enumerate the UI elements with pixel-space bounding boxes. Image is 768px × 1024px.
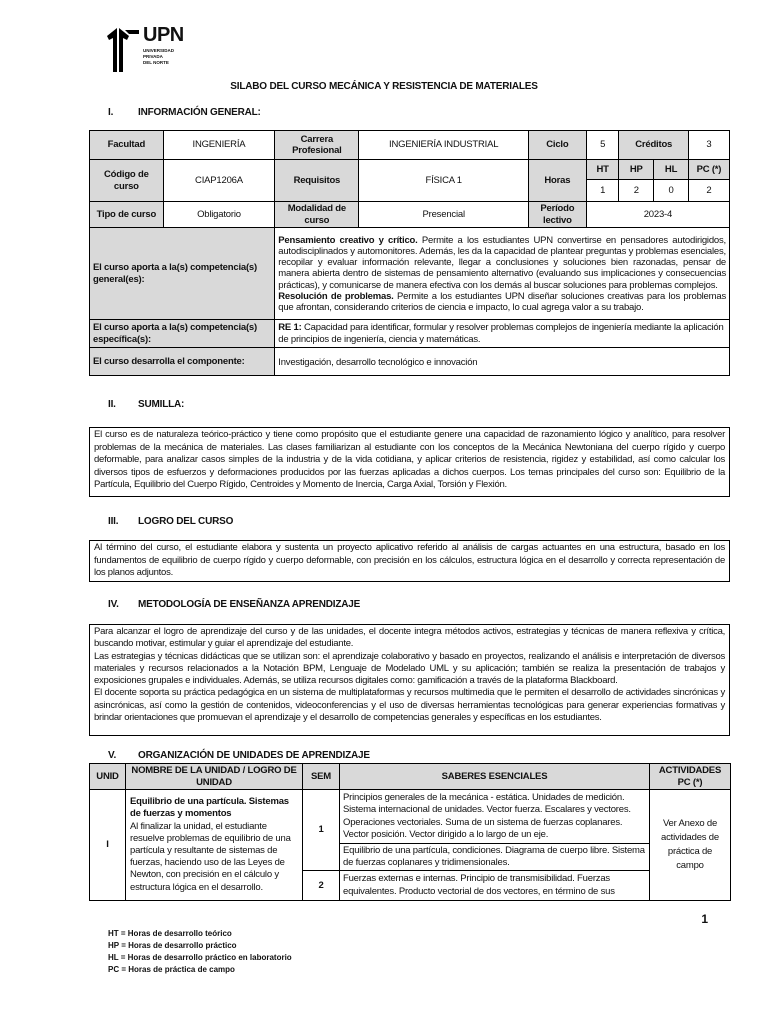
legend-hp: HP = Horas de desarrollo práctico — [108, 941, 237, 950]
competencia-general-label: El curso aporta a la(s) competencia(s) general(es): — [90, 228, 275, 320]
section-number: III. — [108, 516, 119, 527]
logro-text: Al término del curso, el estudiante elabora y sustenta un proyecto aplicativo referido al análisis de cargas actuantes en una estructura, basado en los fundamentos de equilibrio de cuerpo rígido y cuerpo deformable, con precisión en los cálculos, estructura lógica en el desarrollo y correcta representación de los planos adjuntos. — [89, 540, 730, 582]
carrera-label: Carrera Profesional — [275, 131, 359, 160]
pc-label: PC (*) — [688, 160, 729, 180]
modalidad-label: Modalidad de curso — [275, 202, 359, 228]
section-title: INFORMACIÓN GENERAL: — [138, 107, 261, 118]
competencia-general-text — [275, 228, 730, 320]
logo-brand: UPN — [143, 24, 184, 46]
tipo-value: Obligatorio — [163, 202, 275, 228]
units-table — [89, 763, 731, 901]
requisitos-label: Requisitos — [275, 160, 359, 202]
header-unid: UNID — [90, 764, 126, 790]
header-nombre: NOMBRE DE LA UNIDAD / LOGRO DE UNIDAD — [126, 764, 303, 790]
ciclo-label: Ciclo — [528, 131, 586, 160]
hl-label: HL — [654, 160, 689, 180]
logo-line-3: DEL NORTE — [143, 60, 169, 65]
unit-actividades: Ver Anexo de actividades de práctica de campo — [650, 790, 731, 901]
competencia-1-title: Pensamiento creativo y crítico. — [278, 234, 418, 246]
ciclo-value: 5 — [586, 131, 619, 160]
componente-value: Investigación, desarrollo tecnológico e innovación — [275, 348, 730, 376]
re1-body: Capacidad para identificar, formular y resolver problemas complejos de ingeniería mediante la aplicación de principios de ingeniería, ciencia y matemáticas. — [278, 322, 724, 345]
section-number: IV. — [108, 599, 119, 610]
section-title: ORGANIZACIÓN DE UNIDADES DE APRENDIZAJE — [138, 750, 370, 761]
section-heading-sumilla — [108, 399, 184, 410]
ht-value: 1 — [586, 180, 619, 202]
requisitos-value: FÍSICA 1 — [359, 160, 528, 202]
week-2-saberes-a: Fuerzas externas e internas. Principio de transmisibilidad. Fuerzas equivalentes. Producto vectorial de dos vectores, en término de sus — [340, 871, 650, 901]
section-heading-info — [108, 107, 261, 118]
competencia-1-body: Permite a los estudiantes UPN convertirse en pensadores autodirigidos, autodisciplinados y automonitores. Además, les da la capacidad de plantear preguntas y problemas esenciales, recopilar y evaluar información relevante, llegar a conclusiones y soluciones bien razonadas, pensar de manera abierta dentro de sistemas de pensamiento alternativo (evaluando sus implicaciones y consecuencias prácticas), y comunicarse de manera efectiva con los demás al buscar soluciones para problemas complejos. — [278, 234, 727, 291]
upn-logo — [105, 24, 185, 74]
week-1-number: 1 — [303, 790, 340, 871]
tipo-label: Tipo de curso — [90, 202, 164, 228]
metodologia-paragraph-1: Para alcanzar el logro de aprendizaje del curso y de las unidades, el docente integra métodos activos, estrategias y técnicas de manera reflexiva y crítica, buscando motivar, estimular y guiar el aprendizaje del estudiante. — [94, 626, 725, 650]
logo-line-2: PRIVADA — [143, 54, 163, 59]
section-number: V. — [108, 750, 117, 761]
upn-logo-mark-icon — [105, 26, 141, 74]
sumilla-text: El curso es de naturaleza teórico-práctico y tiene como propósito que el estudiante genere una capacidad de razonamiento lógico y analítico, para resolver problemas de la mecánica de materiales. Las clases familiarizan al estudiante con los conceptos de la Mecánica Newtoniana del cuerpo rígido y cuerpo deformable, para analizar casos simples de la industria y de la vida cotidiana, y aplicar criterios de resistencia, rigidez y estabilidad, así como calcular los diversos tipos de esfuerzos y deformaciones producidos por las fuerzas aplicadas a dichos cuerpos. Los temas principales del curso son: Equilibrio de la Partícula, Equilibrio del Cuerpo Rígido, Centroides y Momento de Inercia, Carga Axial, Torsión y Flexión. — [89, 427, 730, 497]
carrera-value: INGENIERÍA INDUSTRIAL — [359, 131, 528, 160]
unit-logro: Al finalizar la unidad, el estudiante resuelve problemas de equilibrio de una partícula y resultante de sistemas de fuerzas, haciendo uso de las Leyes de Newton, con precisión en el cálculo y estructura lógica en el desarrollo. — [130, 820, 291, 893]
creditos-value: 3 — [688, 131, 729, 160]
week-2-number: 2 — [303, 871, 340, 901]
pc-value: 2 — [688, 180, 729, 202]
componente-label: El curso desarrolla el componente: — [90, 348, 275, 376]
week-1-saberes-b: Equilibrio de una partícula, condiciones. Diagrama de cuerpo libre. Sistema de fuerzas coplanares y tridimensionales. — [340, 844, 650, 871]
horas-label: Horas — [528, 160, 586, 202]
competencia-2-body: Permite a los estudiantes UPN diseñar soluciones creativas para los problemas que afrontan, considerando criterios de ciencia e impacto, lo cual agrega valor a su trabajo. — [278, 290, 726, 313]
section-title: METODOLOGÍA DE ENSEÑANZA APRENDIZAJE — [138, 599, 361, 610]
hp-value: 2 — [619, 180, 654, 202]
periodo-value: 2023-4 — [586, 202, 729, 228]
metodologia-paragraph-2: Las estrategias y técnicas didácticas que se utilizan son: el aprendizaje colaborativo y basado en proyectos, realizando el análisis e interpretación de diversos materiales y recursos relacionados a la Notación BPM, Lenguaje de Modelado UML y su aplicación; también se realiza la presentación de trabajos y exposiciones grupales e individuales. Además, se utiliza recursos digitales como: gamificación a través de la plataforma Blackboard. — [94, 650, 725, 687]
competencia-2-title: Resolución de problemas. — [278, 290, 394, 302]
legend-hl: HL = Horas de desarrollo práctico en laboratorio — [108, 953, 292, 962]
re1-label: RE 1: — [278, 322, 302, 333]
creditos-label: Créditos — [619, 131, 688, 160]
section-number: II. — [108, 399, 116, 410]
section-heading-metodologia — [108, 599, 360, 610]
codigo-label: Código de curso — [90, 160, 164, 202]
section-heading-logro — [108, 516, 233, 527]
competencia-especifica-label: El curso aporta a la(s) competencia(s) específica(s): — [90, 320, 275, 348]
section-title: LOGRO DEL CURSO — [138, 516, 234, 527]
metodologia-text — [89, 624, 730, 736]
week-1-saberes-a: Principios generales de la mecánica - estática. Unidades de medición. Sistema internacional de unidades. Vector fuerza. Escalares y vectores. Operaciones vectoriales. Suma de un sistema de fuerzas coplanares. Vector posición. Vector dirigido a lo largo de un eje. — [340, 790, 650, 844]
legend-ht: HT = Horas de desarrollo teórico — [108, 929, 232, 938]
header-saberes: SABERES ESENCIALES — [340, 764, 650, 790]
hours-legend — [108, 928, 292, 976]
hp-label: HP — [619, 160, 654, 180]
document-title: SILABO DEL CURSO MECÁNICA Y RESISTENCIA DE MATERIALES — [230, 81, 538, 92]
facultad-label: Facultad — [90, 131, 164, 160]
codigo-value: CIAP1206A — [163, 160, 275, 202]
general-info-table — [89, 130, 730, 376]
header-actividades: ACTIVIDADES PC (*) — [650, 764, 731, 790]
header-sem: SEM — [303, 764, 340, 790]
unit-name-cell — [126, 790, 303, 901]
section-heading-unidades — [108, 750, 370, 761]
competencia-especifica-text — [275, 320, 730, 348]
hl-value: 0 — [654, 180, 689, 202]
legend-pc: PC = Horas de práctica de campo — [108, 965, 235, 974]
page-number: 1 — [701, 912, 708, 926]
facultad-value: INGENIERÍA — [163, 131, 275, 160]
periodo-label: Período lectivo — [528, 202, 586, 228]
metodologia-paragraph-3: El docente soporta su práctica pedagógica en un sistema de multiplataformas y recursos multimedia que le permiten el desarrollo de actividades sincrónicas y asincrónicas, así como la gestión de contenidos, videoconferencias y el uso de diversas herramientas tecnológicas para generar experiencias formativas y brindar orientaciones que promuevan el aprendizaje y el desarrollo de competencias generales y específicas en los estudiantes. — [94, 687, 725, 724]
modalidad-value: Presencial — [359, 202, 528, 228]
unit-number: I — [90, 790, 126, 901]
section-number: I. — [108, 107, 114, 118]
ht-label: HT — [586, 160, 619, 180]
unit-name: Equilibrio de una partícula. Sistemas de fuerzas y momentos — [130, 796, 289, 820]
section-title: SUMILLA: — [138, 399, 185, 410]
logo-line-1: UNIVERSIDAD — [143, 48, 175, 53]
